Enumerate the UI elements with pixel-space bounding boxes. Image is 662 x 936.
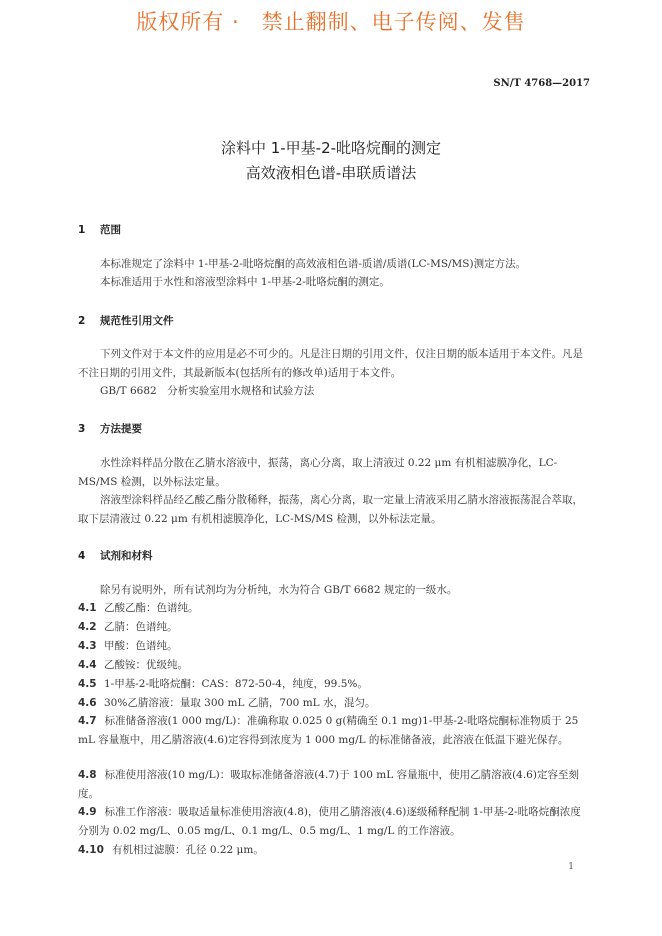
section-number: 4 [78,550,86,562]
section-1-heading [78,222,121,237]
page-number: 1 [568,862,574,872]
item-text: 30%乙腈溶液：量取 300 mL 乙腈，700 mL 水，混匀。 [104,697,376,709]
list-item [78,619,178,634]
section-1-paragraph-1: 本标准规定了涂料中 1-甲基-2-吡咯烷酮的高效液相色谱-质谱/质谱(LC-MS/MS)测定方法。 [100,258,527,270]
item-text: 标准储备溶液(1 000 mg/L)：准确称取 0.025 0 g(精确至 0.1 mg)1-甲基-2-吡咯烷酮标准物质于 25 mL 容量瓶中，用乙腈溶液(4.6)定容得到浓度为 1 000 mg/L 的标准储备液，此溶液在低温下避光保存。 [78,715,579,746]
section-4-heading [78,548,153,563]
item-text: 1-甲基-2-吡咯烷酮：CAS：872-50-4，纯度，99.5%。 [104,678,368,690]
item-number: 4.7 [78,715,97,727]
item-number: 4.4 [78,659,97,671]
item-text: 标准使用溶液(10 mg/L)：吸取标准储备溶液(4.7)于 100 mL 容量瓶中，使用乙腈溶液(4.6)定容至刻度。 [78,769,579,800]
list-item [78,600,199,615]
document-title-line1: 涂料中 1-甲基-2-吡咯烷酮的测定 [220,139,442,157]
list-item [78,803,590,841]
section-number: 1 [78,224,86,236]
section-2-heading [78,313,174,328]
document-number: SN/T 4768—2017 [493,78,590,89]
item-text: 乙腈：色谱纯。 [104,621,178,633]
section-number: 3 [78,423,86,435]
section-title: 方法提要 [100,423,142,435]
section-1-paragraph-2: 本标准适用于水性和溶液型涂料中 1-甲基-2-吡咯烷酮的测定。 [100,276,390,288]
section-title: 规范性引用文件 [100,315,174,327]
watermark-banner: 版权所有 · 禁止翻制、电子传阅、发售 [136,10,526,34]
section-title: 范围 [100,224,121,236]
item-number: 4.9 [78,806,97,818]
item-text: 甲酸：色谱纯。 [104,640,178,652]
list-item [78,695,375,710]
item-number: 4.5 [78,678,97,690]
item-number: 4.1 [78,602,97,614]
item-number: 4.2 [78,621,97,633]
list-item [78,766,590,804]
section-number: 2 [78,315,86,327]
section-2-paragraph-1: 下列文件对于本文件的应用是必不可少的。凡是注日期的引用文件，仅注日期的版本适用于本文件。凡是不注日期的引用文件，其最新版本(包括所有的修改单)适用于本文件。 [78,348,583,379]
list-item [78,676,368,691]
list-item [78,842,264,857]
item-text: 乙酸铵：优级纯。 [104,659,188,671]
item-number: 4.8 [78,769,97,781]
item-text: 乙酸乙酯：色谱纯。 [104,602,199,614]
item-number: 4.6 [78,697,97,709]
list-item [78,712,590,750]
document-title-line2: 高效液相色谱-串联质谱法 [245,164,417,182]
item-text: 标准工作溶液：吸取适量标准使用溶液(4.8)，使用乙腈溶液(4.6)逐级稀释配制 1-甲基-2-吡咯烷酮浓度分别为 0.02 mg/L、0.05 mg/L、0.1 mg/L、0.5 mg/L、1 mg/L 的工作溶液。 [78,806,581,837]
section-3-paragraph-2: 溶液型涂料样品经乙酸乙酯分散稀释，振荡，离心分离，取一定量上清液采用乙腈水溶液振荡混合萃取，取下层清液过 0.22 μm 有机相滤膜净化，LC-MS/MS 检测，以外标法定量。 [78,494,583,525]
section-4-intro: 除另有说明外，所有试剂均为分析纯，水为符合 GB/T 6682 规定的一级水。 [100,584,458,596]
item-number: 4.10 [78,844,104,856]
list-item [78,638,178,653]
section-2-reference: GB/T 6682 分析实验室用水规格和试验方法 [100,385,315,397]
item-number: 4.3 [78,640,97,652]
item-text: 有机相过滤膜：孔径 0.22 μm。 [112,844,264,856]
section-title: 试剂和材料 [100,550,153,562]
section-3-heading [78,421,142,436]
list-item [78,657,188,672]
section-3-paragraph-1: 水性涂料样品分散在乙腈水溶液中，振荡，离心分离，取上清液过 0.22 μm 有机相滤膜净化，LC-MS/MS 检测，以外标法定量。 [78,457,558,488]
